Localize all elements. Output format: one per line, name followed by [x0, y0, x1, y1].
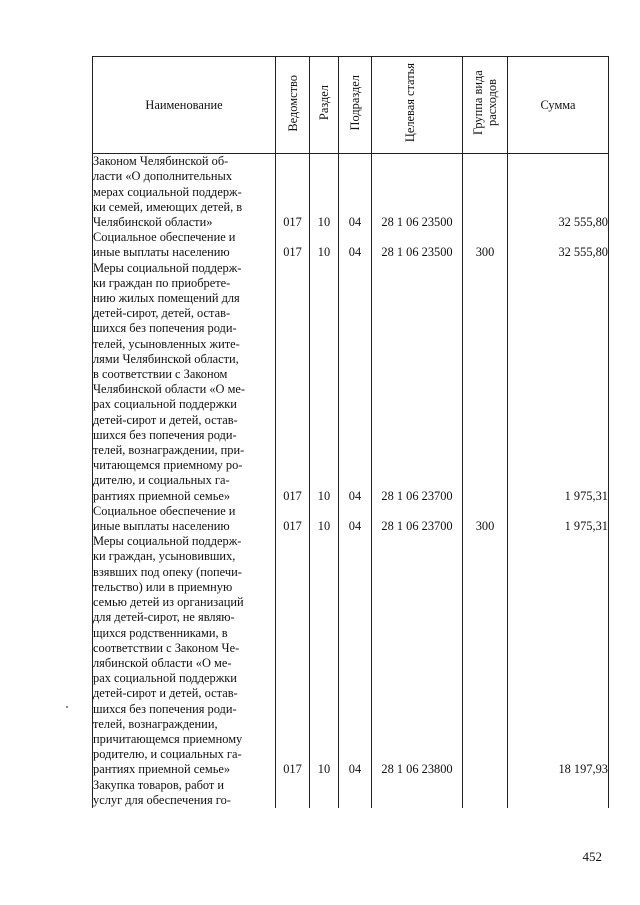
cell-subsection — [339, 778, 372, 808]
name-line: ки граждан по приобрете- — [93, 275, 231, 290]
name-line: дителю, и социальных га- — [93, 473, 230, 488]
name-line: телей, вознаграждении, при- — [93, 443, 245, 458]
cell-target: 28 1 06 23800 — [372, 534, 463, 777]
cell-sum: 1 975,31 — [508, 261, 609, 504]
cell-sum: 18 197,93 — [508, 534, 609, 777]
name-line: Челябинской области» — [93, 215, 213, 230]
name-line: Законом Челябинской об- — [93, 154, 229, 169]
name-line: детей-сирот и детей, остав- — [93, 412, 238, 427]
name-line: нию жилых помещений для — [93, 291, 240, 306]
name-line: шихся без попечения роди- — [93, 701, 237, 716]
name-line: иные выплаты населению — [93, 519, 230, 534]
name-line: мерах социальной поддерж- — [93, 184, 242, 199]
cell-dept: 017 — [276, 230, 310, 260]
table-row — [93, 230, 609, 260]
name-line: ласти «О дополнительных — [93, 169, 233, 184]
table-row — [93, 154, 609, 231]
name-line: читающемся приемному ро- — [93, 458, 243, 473]
cell-sum: 1 975,31 — [508, 504, 609, 534]
name-line: семью детей из организаций — [93, 595, 244, 610]
cell-subsection: 04 — [339, 230, 372, 260]
cell-group: 300 — [463, 504, 508, 534]
cell-section: 10 — [310, 534, 339, 777]
name-line: Социальное обеспечение и — [93, 503, 236, 518]
name-line: взявших под опеку (попечи- — [93, 564, 242, 579]
cell-group — [463, 778, 508, 808]
name-line: лябинской области «О ме- — [93, 655, 232, 670]
header-group: Группа вида расходов — [463, 57, 508, 154]
header-name: Наименование — [93, 57, 276, 154]
header-sum: Сумма — [508, 57, 609, 154]
cell-subsection: 04 — [339, 534, 372, 777]
name-line: детей-сирот, детей, остав- — [93, 306, 231, 321]
table-row — [93, 261, 609, 504]
cell-target: 28 1 06 23500 — [372, 230, 463, 260]
row-name — [93, 261, 276, 504]
cell-dept — [276, 778, 310, 808]
cell-dept: 017 — [276, 154, 310, 231]
name-line: иные выплаты населению — [93, 245, 230, 260]
name-line: лями Челябинской области, — [93, 351, 239, 366]
header-target: Целевая статья — [372, 57, 463, 154]
budget-table — [92, 56, 609, 808]
cell-section: 10 — [310, 230, 339, 260]
cell-sum — [508, 778, 609, 808]
table-row — [93, 504, 609, 534]
name-line: в соответствии с Законом — [93, 367, 228, 382]
name-line: Челябинской области «О ме- — [93, 382, 246, 397]
name-line: рантиях приемной семье» — [93, 488, 231, 503]
header-subsection: Подраздел — [339, 57, 372, 154]
header-section: Раздел — [310, 57, 339, 154]
cell-dept: 017 — [276, 534, 310, 777]
cell-dept: 017 — [276, 504, 310, 534]
name-line: причитающемся приемному — [93, 731, 243, 746]
name-line: Меры социальной поддерж- — [93, 260, 242, 275]
cell-sum: 32 555,80 — [508, 154, 609, 231]
name-line: соответствии с Законом Че- — [93, 640, 240, 655]
cell-subsection: 04 — [339, 504, 372, 534]
name-line: детей-сирот и детей, остав- — [93, 686, 238, 701]
table-row — [93, 534, 609, 777]
cell-subsection: 04 — [339, 261, 372, 504]
row-name — [93, 504, 276, 534]
name-line: телей, вознаграждении, — [93, 716, 218, 731]
cell-section: 10 — [310, 504, 339, 534]
name-line: телей, усыновленных жите- — [93, 336, 240, 351]
table-body — [93, 154, 609, 808]
row-name — [93, 534, 276, 777]
name-line: услуг для обеспечения го- — [93, 792, 231, 807]
cell-sum: 32 555,80 — [508, 230, 609, 260]
name-line: для детей-сирот, не являю- — [93, 610, 235, 625]
name-line: шихся без попечения роди- — [93, 321, 237, 336]
name-line: тельство) или в приемную — [93, 579, 233, 594]
name-line: ки семей, имеющих детей, в — [93, 199, 243, 214]
name-line: Социальное обеспечение и — [93, 230, 236, 245]
name-line: Закупка товаров, работ и — [93, 777, 225, 792]
name-line: рантиях приемной семье» — [93, 762, 231, 777]
cell-group — [463, 261, 508, 504]
header-dept: Ведомство — [276, 57, 310, 154]
table-header-row — [93, 57, 609, 154]
name-line: шихся без попечения роди- — [93, 427, 237, 442]
cell-target — [372, 778, 463, 808]
cell-dept: 017 — [276, 261, 310, 504]
row-name — [93, 154, 276, 231]
cell-group: 300 — [463, 230, 508, 260]
cell-target: 28 1 06 23700 — [372, 504, 463, 534]
name-line: рах социальной поддержки — [93, 397, 237, 412]
cell-subsection: 04 — [339, 154, 372, 231]
name-line: щихся родственниками, в — [93, 625, 228, 640]
page-number: 452 — [582, 849, 602, 864]
cell-group — [463, 534, 508, 777]
cell-target: 28 1 06 23700 — [372, 261, 463, 504]
table-row — [93, 778, 609, 808]
cell-target: 28 1 06 23500 — [372, 154, 463, 231]
stray-mark — [66, 706, 68, 708]
cell-section — [310, 778, 339, 808]
cell-group — [463, 154, 508, 231]
cell-section: 10 — [310, 154, 339, 231]
name-line: ки граждан, усыновивших, — [93, 549, 236, 564]
name-line: рах социальной поддержки — [93, 671, 237, 686]
name-line: Меры социальной поддерж- — [93, 534, 242, 549]
row-name — [93, 230, 276, 260]
cell-section: 10 — [310, 261, 339, 504]
row-name — [93, 778, 276, 808]
name-line: родителю, и социальных га- — [93, 747, 242, 762]
